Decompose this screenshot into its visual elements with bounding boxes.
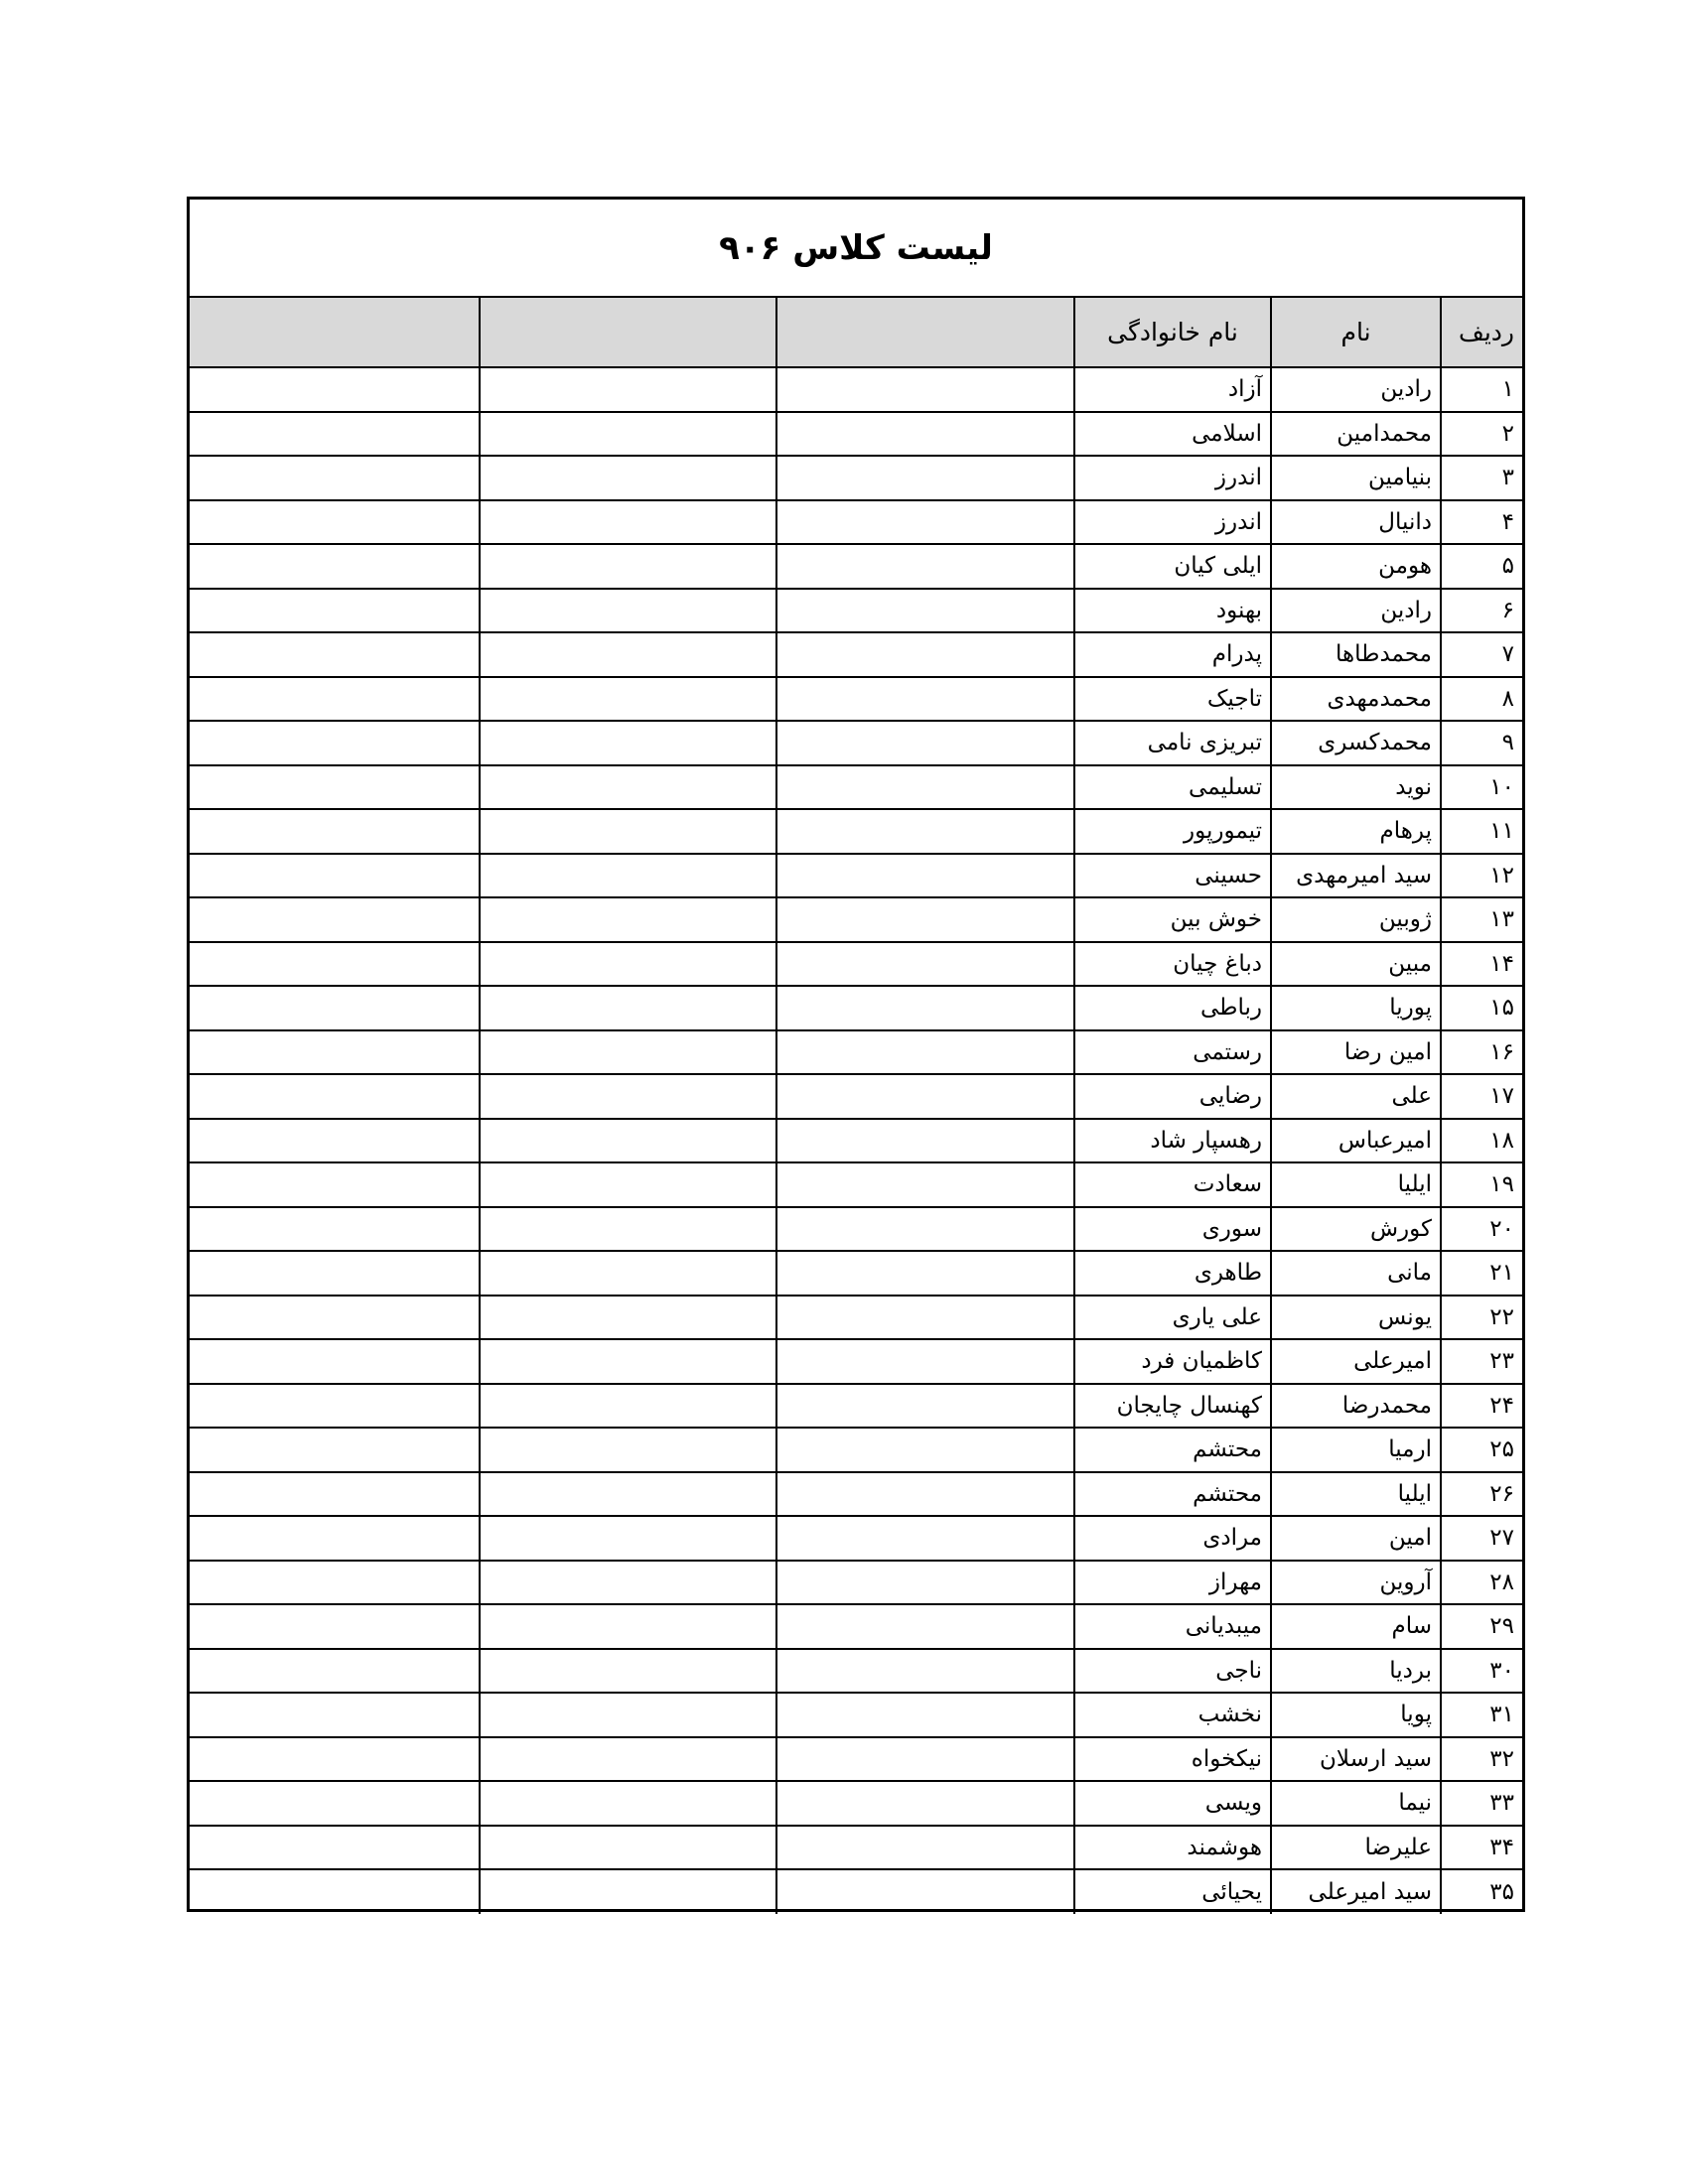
- empty-cell: [190, 1869, 480, 1914]
- table-row: [190, 367, 1522, 412]
- empty-cell: [190, 721, 480, 765]
- empty-cell: [776, 1869, 1074, 1914]
- last-name-cell: تیمورپور: [1074, 809, 1271, 854]
- empty-cell: [480, 1781, 776, 1826]
- empty-cell: [776, 1074, 1074, 1119]
- page-title: لیست کلاس ۹۰۶: [719, 227, 993, 268]
- empty-cell: [776, 412, 1074, 457]
- row-number: ۱۶: [1441, 1030, 1522, 1075]
- empty-cell: [776, 1251, 1074, 1296]
- empty-cell: [776, 1207, 1074, 1252]
- first-name-cell: ژوبین: [1271, 897, 1441, 942]
- table-row: [190, 456, 1522, 500]
- table-row: [190, 1428, 1522, 1472]
- empty-cell: [190, 897, 480, 942]
- last-name-cell: سعادت: [1074, 1162, 1271, 1207]
- row-number: ۲۹: [1441, 1604, 1522, 1649]
- empty-cell: [190, 1561, 480, 1605]
- table-row: [190, 1119, 1522, 1163]
- table-row: [190, 1693, 1522, 1737]
- table-header-row: [190, 298, 1522, 367]
- table-row: [190, 1869, 1522, 1914]
- table-row: [190, 1826, 1522, 1870]
- empty-cell: [480, 809, 776, 854]
- last-name-cell: ویسی: [1074, 1781, 1271, 1826]
- first-name-cell: بنیامین: [1271, 456, 1441, 500]
- empty-cell: [776, 765, 1074, 810]
- empty-cell: [776, 367, 1074, 412]
- first-name-cell: امین رضا: [1271, 1030, 1441, 1075]
- empty-cell: [190, 986, 480, 1030]
- empty-cell: [480, 1649, 776, 1694]
- first-name-cell: هومن: [1271, 544, 1441, 589]
- empty-cell: [776, 677, 1074, 722]
- empty-cell: [480, 1826, 776, 1870]
- empty-cell: [190, 367, 480, 412]
- empty-cell: [480, 986, 776, 1030]
- empty-cell: [190, 1074, 480, 1119]
- table-row: [190, 1296, 1522, 1340]
- table-row: [190, 1604, 1522, 1649]
- last-name-cell: بهنود: [1074, 589, 1271, 633]
- empty-cell: [776, 1339, 1074, 1384]
- empty-cell: [480, 589, 776, 633]
- table-row: [190, 986, 1522, 1030]
- last-name-cell: سوری: [1074, 1207, 1271, 1252]
- table-row: [190, 500, 1522, 545]
- empty-cell: [190, 1826, 480, 1870]
- row-number: ۲۲: [1441, 1296, 1522, 1340]
- empty-cell: [480, 1162, 776, 1207]
- empty-cell: [480, 721, 776, 765]
- row-number: ۷: [1441, 632, 1522, 677]
- row-number: ۳۳: [1441, 1781, 1522, 1826]
- last-name-cell: میبدیانی: [1074, 1604, 1271, 1649]
- header-radif: ردیف: [1441, 298, 1522, 367]
- last-name-cell: کهنسال چایجان: [1074, 1384, 1271, 1429]
- empty-cell: [776, 589, 1074, 633]
- row-number: ۸: [1441, 677, 1522, 722]
- empty-cell: [776, 1516, 1074, 1561]
- last-name-cell: رضایی: [1074, 1074, 1271, 1119]
- last-name-cell: مهراز: [1074, 1561, 1271, 1605]
- empty-cell: [480, 677, 776, 722]
- row-number: ۳۴: [1441, 1826, 1522, 1870]
- row-number: ۵: [1441, 544, 1522, 589]
- first-name-cell: پرهام: [1271, 809, 1441, 854]
- header-family: نام خانوادگی: [1074, 298, 1271, 367]
- table-row: [190, 677, 1522, 722]
- empty-cell: [190, 1693, 480, 1737]
- last-name-cell: تبریزی نامی: [1074, 721, 1271, 765]
- table-row: [190, 1781, 1522, 1826]
- first-name-cell: پوریا: [1271, 986, 1441, 1030]
- empty-cell: [190, 1207, 480, 1252]
- empty-cell: [776, 1428, 1074, 1472]
- empty-cell: [776, 1384, 1074, 1429]
- row-number: ۱۳: [1441, 897, 1522, 942]
- first-name-cell: بردیا: [1271, 1649, 1441, 1694]
- empty-cell: [776, 1472, 1074, 1517]
- empty-cell: [480, 456, 776, 500]
- empty-cell: [480, 1516, 776, 1561]
- row-number: ۲۰: [1441, 1207, 1522, 1252]
- empty-cell: [480, 1339, 776, 1384]
- last-name-cell: تسلیمی: [1074, 765, 1271, 810]
- empty-cell: [776, 456, 1074, 500]
- empty-cell: [776, 1561, 1074, 1605]
- empty-cell: [776, 1162, 1074, 1207]
- last-name-cell: اندرز: [1074, 456, 1271, 500]
- last-name-cell: رباطی: [1074, 986, 1271, 1030]
- empty-cell: [776, 632, 1074, 677]
- last-name-cell: رستمی: [1074, 1030, 1271, 1075]
- last-name-cell: کاظمیان فرد: [1074, 1339, 1271, 1384]
- row-number: ۱: [1441, 367, 1522, 412]
- row-number: ۱۱: [1441, 809, 1522, 854]
- first-name-cell: ایلیا: [1271, 1472, 1441, 1517]
- empty-cell: [190, 1162, 480, 1207]
- table-row: [190, 412, 1522, 457]
- empty-cell: [776, 544, 1074, 589]
- table-row: [190, 1737, 1522, 1782]
- empty-cell: [480, 1693, 776, 1737]
- last-name-cell: نیکخواه: [1074, 1737, 1271, 1782]
- first-name-cell: علیرضا: [1271, 1826, 1441, 1870]
- table-row: [190, 1030, 1522, 1075]
- row-number: ۳۰: [1441, 1649, 1522, 1694]
- empty-cell: [190, 500, 480, 545]
- row-number: ۴: [1441, 500, 1522, 545]
- empty-cell: [480, 544, 776, 589]
- first-name-cell: رادین: [1271, 367, 1441, 412]
- empty-cell: [190, 1516, 480, 1561]
- title-row: [190, 200, 1522, 298]
- table-row: [190, 942, 1522, 987]
- empty-cell: [776, 1030, 1074, 1075]
- empty-cell: [190, 1339, 480, 1384]
- last-name-cell: تاجیک: [1074, 677, 1271, 722]
- empty-cell: [480, 897, 776, 942]
- empty-cell: [776, 1119, 1074, 1163]
- empty-cell: [480, 1207, 776, 1252]
- row-number: ۱۰: [1441, 765, 1522, 810]
- row-number: ۱۴: [1441, 942, 1522, 987]
- last-name-cell: ایلی کیان: [1074, 544, 1271, 589]
- empty-cell: [190, 942, 480, 987]
- row-number: ۱۹: [1441, 1162, 1522, 1207]
- student-table: [190, 298, 1522, 1914]
- table-row: [190, 1074, 1522, 1119]
- empty-cell: [190, 1604, 480, 1649]
- empty-cell: [480, 1472, 776, 1517]
- row-number: ۳۵: [1441, 1869, 1522, 1914]
- row-number: ۹: [1441, 721, 1522, 765]
- empty-cell: [190, 456, 480, 500]
- row-number: ۱۸: [1441, 1119, 1522, 1163]
- first-name-cell: سید امیرعلی: [1271, 1869, 1441, 1914]
- empty-cell: [776, 1737, 1074, 1782]
- table-row: [190, 1516, 1522, 1561]
- first-name-cell: رادین: [1271, 589, 1441, 633]
- empty-cell: [190, 412, 480, 457]
- empty-cell: [480, 1384, 776, 1429]
- table-row: [190, 1251, 1522, 1296]
- row-number: ۲: [1441, 412, 1522, 457]
- row-number: ۳۲: [1441, 1737, 1522, 1782]
- row-number: ۶: [1441, 589, 1522, 633]
- empty-cell: [776, 500, 1074, 545]
- empty-cell: [776, 986, 1074, 1030]
- empty-cell: [190, 1030, 480, 1075]
- empty-cell: [776, 942, 1074, 987]
- last-name-cell: حسینی: [1074, 854, 1271, 898]
- last-name-cell: محتشم: [1074, 1428, 1271, 1472]
- empty-cell: [190, 809, 480, 854]
- first-name-cell: مانی: [1271, 1251, 1441, 1296]
- table-row: [190, 632, 1522, 677]
- last-name-cell: ناجی: [1074, 1649, 1271, 1694]
- first-name-cell: مبین: [1271, 942, 1441, 987]
- row-number: ۱۵: [1441, 986, 1522, 1030]
- last-name-cell: دباغ چیان: [1074, 942, 1271, 987]
- first-name-cell: ارمیا: [1271, 1428, 1441, 1472]
- empty-cell: [190, 677, 480, 722]
- first-name-cell: محمدطاها: [1271, 632, 1441, 677]
- first-name-cell: سید ارسلان: [1271, 1737, 1441, 1782]
- row-number: ۲۱: [1441, 1251, 1522, 1296]
- table-row: [190, 765, 1522, 810]
- first-name-cell: نیما: [1271, 1781, 1441, 1826]
- row-number: ۲۴: [1441, 1384, 1522, 1429]
- row-number: ۲۵: [1441, 1428, 1522, 1472]
- empty-cell: [190, 1781, 480, 1826]
- table-row: [190, 1649, 1522, 1694]
- first-name-cell: امیرعباس: [1271, 1119, 1441, 1163]
- first-name-cell: محمدمهدی: [1271, 677, 1441, 722]
- empty-cell: [190, 1251, 480, 1296]
- row-number: ۱۲: [1441, 854, 1522, 898]
- first-name-cell: امین: [1271, 1516, 1441, 1561]
- table-row: [190, 1384, 1522, 1429]
- first-name-cell: محمدکسری: [1271, 721, 1441, 765]
- last-name-cell: هوشمند: [1074, 1826, 1271, 1870]
- first-name-cell: دانیال: [1271, 500, 1441, 545]
- table-row: [190, 897, 1522, 942]
- first-name-cell: ایلیا: [1271, 1162, 1441, 1207]
- last-name-cell: مرادی: [1074, 1516, 1271, 1561]
- last-name-cell: نخشب: [1074, 1693, 1271, 1737]
- last-name-cell: طاهری: [1074, 1251, 1271, 1296]
- table-row: [190, 589, 1522, 633]
- empty-cell: [480, 1428, 776, 1472]
- empty-cell: [190, 1649, 480, 1694]
- empty-cell: [776, 809, 1074, 854]
- empty-cell: [776, 854, 1074, 898]
- last-name-cell: محتشم: [1074, 1472, 1271, 1517]
- empty-cell: [480, 412, 776, 457]
- first-name-cell: محمدرضا: [1271, 1384, 1441, 1429]
- empty-cell: [190, 1428, 480, 1472]
- row-number: ۲۷: [1441, 1516, 1522, 1561]
- header-name: نام: [1271, 298, 1441, 367]
- last-name-cell: خوش بین: [1074, 897, 1271, 942]
- empty-cell: [480, 632, 776, 677]
- empty-cell: [480, 854, 776, 898]
- empty-cell: [776, 1649, 1074, 1694]
- empty-cell: [190, 765, 480, 810]
- row-number: ۲۸: [1441, 1561, 1522, 1605]
- empty-cell: [480, 1869, 776, 1914]
- first-name-cell: کورش: [1271, 1207, 1441, 1252]
- empty-cell: [190, 1737, 480, 1782]
- table-row: [190, 544, 1522, 589]
- last-name-cell: اسلامی: [1074, 412, 1271, 457]
- empty-cell: [190, 1119, 480, 1163]
- empty-cell: [480, 765, 776, 810]
- empty-cell: [480, 1119, 776, 1163]
- table-row: [190, 1207, 1522, 1252]
- first-name-cell: آروین: [1271, 1561, 1441, 1605]
- last-name-cell: رهسپار شاد: [1074, 1119, 1271, 1163]
- last-name-cell: یحیائی: [1074, 1869, 1271, 1914]
- empty-cell: [776, 1781, 1074, 1826]
- empty-cell: [776, 1693, 1074, 1737]
- row-number: ۳۱: [1441, 1693, 1522, 1737]
- row-number: ۳: [1441, 456, 1522, 500]
- table-row: [190, 809, 1522, 854]
- last-name-cell: آزاد: [1074, 367, 1271, 412]
- empty-cell: [776, 1826, 1074, 1870]
- row-number: ۲۶: [1441, 1472, 1522, 1517]
- table-row: [190, 1339, 1522, 1384]
- empty-cell: [480, 942, 776, 987]
- first-name-cell: یونس: [1271, 1296, 1441, 1340]
- last-name-cell: اندرز: [1074, 500, 1271, 545]
- empty-cell: [776, 1296, 1074, 1340]
- empty-cell: [190, 1384, 480, 1429]
- first-name-cell: امیرعلی: [1271, 1339, 1441, 1384]
- last-name-cell: علی یاری: [1074, 1296, 1271, 1340]
- empty-cell: [776, 1604, 1074, 1649]
- table-row: [190, 721, 1522, 765]
- last-name-cell: پدرام: [1074, 632, 1271, 677]
- row-number: ۱۷: [1441, 1074, 1522, 1119]
- row-number: ۲۳: [1441, 1339, 1522, 1384]
- empty-cell: [480, 1074, 776, 1119]
- empty-cell: [480, 500, 776, 545]
- empty-cell: [190, 1296, 480, 1340]
- class-list-sheet: [187, 197, 1525, 1912]
- header-extra-3: [190, 298, 480, 367]
- first-name-cell: نوید: [1271, 765, 1441, 810]
- empty-cell: [190, 854, 480, 898]
- empty-cell: [480, 1604, 776, 1649]
- empty-cell: [776, 897, 1074, 942]
- header-extra-1: [776, 298, 1074, 367]
- empty-cell: [776, 721, 1074, 765]
- table-row: [190, 854, 1522, 898]
- first-name-cell: علی: [1271, 1074, 1441, 1119]
- empty-cell: [190, 544, 480, 589]
- first-name-cell: سام: [1271, 1604, 1441, 1649]
- empty-cell: [480, 367, 776, 412]
- empty-cell: [190, 589, 480, 633]
- empty-cell: [480, 1296, 776, 1340]
- empty-cell: [480, 1251, 776, 1296]
- empty-cell: [190, 1472, 480, 1517]
- first-name-cell: محمدامین: [1271, 412, 1441, 457]
- empty-cell: [190, 632, 480, 677]
- first-name-cell: سید امیرمهدی: [1271, 854, 1441, 898]
- table-row: [190, 1472, 1522, 1517]
- empty-cell: [480, 1737, 776, 1782]
- table-row: [190, 1561, 1522, 1605]
- empty-cell: [480, 1561, 776, 1605]
- table-row: [190, 1162, 1522, 1207]
- first-name-cell: پویا: [1271, 1693, 1441, 1737]
- header-extra-2: [480, 298, 776, 367]
- empty-cell: [480, 1030, 776, 1075]
